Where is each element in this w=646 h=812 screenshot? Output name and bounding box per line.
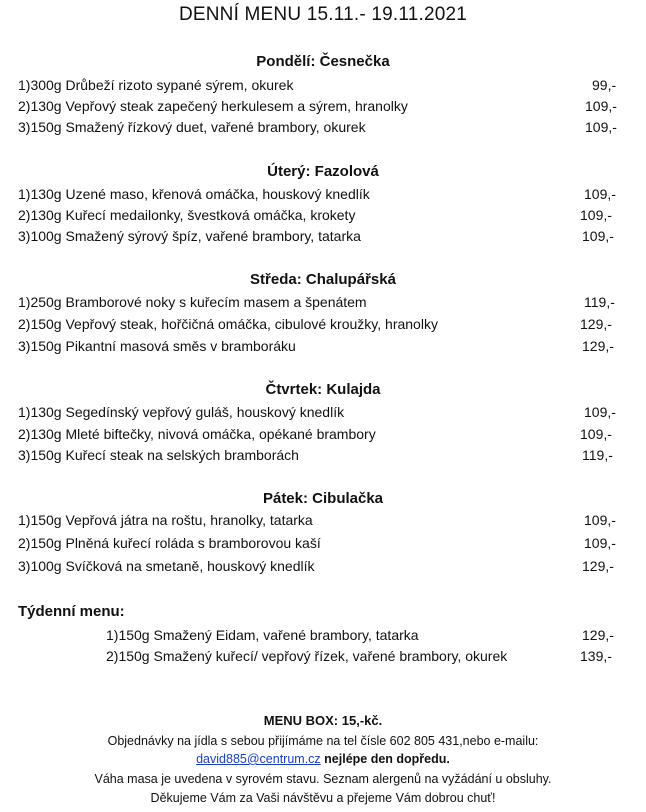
- menu-item-price: 139,-: [580, 648, 612, 664]
- menu-item-price: 109,-: [580, 207, 612, 223]
- day-heading-wednesday: Středa: Chalupářská: [250, 271, 396, 288]
- menu-item-price: 129,-: [580, 316, 612, 332]
- menu-item-text: 1)150g Vepřová játra na roštu, hranolky, tatarka: [18, 512, 313, 528]
- menu-item-price: 109,-: [584, 186, 616, 202]
- day-heading-monday: Pondělí: Česnečka: [256, 53, 390, 70]
- menu-item-text: 1)130g Uzené maso, křenová omáčka, houskový knedlík: [18, 186, 370, 202]
- menu-item-text: 2)150g Plněná kuřecí roláda s bramborovou kaší: [18, 535, 321, 551]
- menu-item-text: 2)130g Kuřecí medailonky, švestková omáčka, krokety: [18, 207, 356, 223]
- menu-item: [18, 75, 620, 95]
- day-heading-thursday: Čtvrtek: Kulajda: [265, 381, 381, 398]
- menu-item: [18, 533, 620, 553]
- menu-item-text: 2)130g Vepřový steak zapečený herkulesem a sýrem, hranolky: [18, 98, 408, 114]
- menu-item-text: 3)150g Smažený řízkový duet, vařené brambory, okurek: [18, 119, 366, 135]
- weekly-menu-heading: Týdenní menu:: [18, 603, 125, 620]
- menu-item-price: 129,-: [582, 558, 614, 574]
- menu-item-text: 3)100g Svíčková na smetaně, houskový knedlík: [18, 558, 315, 574]
- menu-item: [18, 445, 620, 465]
- menu-item-text: 3)150g Pikantní masová směs v bramboráku: [18, 338, 296, 354]
- menu-item-price: 109,-: [580, 426, 612, 442]
- menu-item-price: 109,-: [582, 228, 614, 244]
- menu-item-text: 1)130g Segedínský vepřový guláš, houskový knedlík: [18, 404, 345, 420]
- menu-item: [18, 96, 620, 116]
- menu-item-price: 129,-: [582, 627, 614, 643]
- email-suffix: nejlépe den dopředu.: [324, 752, 450, 766]
- menu-item-text: 1)150g Smažený Eidam, vařené brambory, tatarka: [106, 627, 419, 643]
- menu-item-price: 99,-: [592, 77, 617, 93]
- thanks-note: Děkujeme Vám za Vaši návštěvu a přejeme Vám dobrou chuť!: [150, 791, 496, 805]
- menu-item-price: 109,-: [585, 98, 617, 114]
- menu-item-price: 109,-: [585, 119, 617, 135]
- menu-item: [18, 205, 620, 225]
- weekly-menu-item: [106, 646, 616, 666]
- weight-note: Váha masa je uvedena v syrovém stavu. Seznam alergenů na vyžádání u obsluhy.: [94, 772, 552, 786]
- menu-item: [18, 314, 620, 334]
- menu-item-text: 1)250g Bramborové noky s kuřecím masem a špenátem: [18, 294, 367, 310]
- menu-item-text: 1)300g Drůbeží rizoto sypané sýrem, okurek: [18, 77, 294, 93]
- menu-item: [18, 402, 620, 422]
- menu-item: [18, 117, 620, 137]
- email-line: [0, 750, 646, 768]
- menu-item-text: 2)150g Smažený kuřecí/ vepřový řízek, vařené brambory, okurek: [106, 648, 508, 664]
- menu-item: [18, 424, 620, 444]
- menu-item-text: 3)150g Kuřecí steak na selských bramborách: [18, 447, 299, 463]
- orders-note: Objednávky na jídla s sebou přijímáme na tel čísle 602 805 431,nebo e-mailu:: [107, 734, 539, 748]
- menu-item: [18, 510, 620, 530]
- day-heading-friday: Pátek: Cibulačka: [262, 490, 384, 507]
- menu-item-price: 129,-: [582, 338, 614, 354]
- weekly-menu-item: [106, 625, 616, 645]
- menu-item-price: 109,-: [584, 404, 616, 420]
- menu-item: [18, 336, 620, 356]
- menu-item-text: 3)100g Smažený sýrový špíz, vařené brambory, tatarka: [18, 228, 361, 244]
- menu-item-price: 119,-: [582, 447, 613, 463]
- menu-item-price: 119,-: [584, 294, 615, 310]
- menu-item: [18, 226, 620, 246]
- email-link[interactable]: david885@centrum.cz: [196, 752, 321, 766]
- menu-item-price: 109,-: [584, 535, 616, 551]
- day-heading-tuesday: Úterý: Fazolová: [267, 163, 379, 180]
- menu-item: [18, 292, 620, 312]
- menu-item: [18, 184, 620, 204]
- menu-box-note: MENU BOX: 15,-kč.: [263, 713, 383, 728]
- menu-title: DENNÍ MENU 15.11.- 19.11.2021: [178, 4, 468, 25]
- menu-item: [18, 556, 620, 576]
- menu-item-price: 109,-: [584, 512, 616, 528]
- menu-item-text: 2)130g Mleté biftečky, nivová omáčka, opékané brambory: [18, 426, 376, 442]
- menu-item-text: 2)150g Vepřový steak, hořčičná omáčka, cibulové kroužky, hranolky: [18, 316, 438, 332]
